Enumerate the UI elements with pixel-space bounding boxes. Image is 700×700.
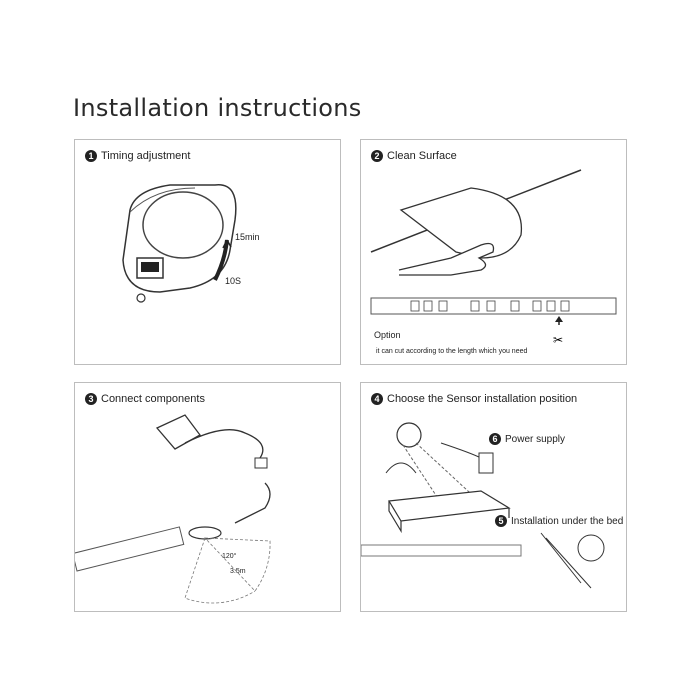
time-max-label: 15min (235, 232, 260, 242)
clean-surface-illustration (361, 140, 627, 365)
option-label: Option (374, 330, 401, 340)
cut-note: it can cut according to the length which you need (376, 348, 528, 355)
sub-step-text: Installation under the bed (511, 515, 624, 527)
step-title-text: Clean Surface (387, 150, 457, 162)
page-title: Installation instructions (73, 94, 362, 122)
step-connect-components (74, 382, 341, 612)
step-number-badge: 3 (85, 393, 97, 405)
step-number-badge: 4 (371, 393, 383, 405)
components-illustration (75, 383, 341, 612)
time-min-label: 10S (225, 276, 242, 286)
step-title-text: Timing adjustment (101, 150, 191, 162)
step-title-text: Connect components (101, 393, 205, 405)
step-number-badge: 2 (371, 150, 383, 162)
svg-text:✂: ✂ (553, 333, 564, 347)
step-sensor-position (360, 382, 627, 612)
sub-step-text: Power supply (505, 433, 566, 445)
under-bed-label (495, 515, 623, 527)
angle-label: 120° (222, 553, 237, 560)
step-title-text: Choose the Sensor installation position (387, 393, 578, 405)
power-supply-label (489, 433, 565, 445)
bed-installation-illustration (361, 383, 627, 612)
distance-label: 3.5m (230, 568, 246, 575)
sub-step-badge: 6 (489, 433, 501, 445)
sub-step-badge: 5 (495, 515, 507, 527)
step-clean-surface (360, 139, 627, 365)
step-number-badge: 1 (85, 150, 97, 162)
step-timing-adjustment (74, 139, 341, 365)
sensor-device-illustration (75, 140, 341, 365)
